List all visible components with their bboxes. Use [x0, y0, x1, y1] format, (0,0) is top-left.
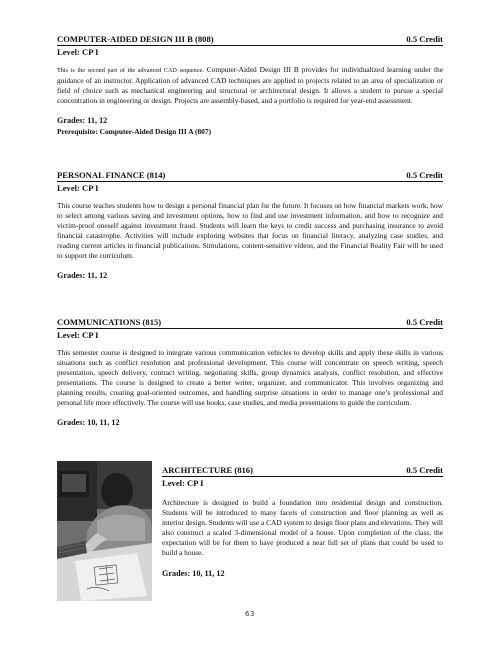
- course-title: ARCHITECTURE (816): [162, 465, 253, 475]
- course-description-intro: This is the second part of the advanced CAD sequence.: [57, 67, 204, 74]
- course-cad-808: [57, 34, 443, 136]
- course-level: Level: CP I: [162, 478, 204, 488]
- course-title: COMPUTER-AIDED DESIGN III B (808): [57, 34, 214, 44]
- course-header: [162, 465, 443, 477]
- course-title: PERSONAL FINANCE (814): [57, 170, 166, 180]
- course-level: Level: CP I: [57, 47, 99, 57]
- course-description: Architecture is designed to build a foundation into residential design and construction. Students will be introduced to many facets of construction and floor planning as well as interior design. Students will use a CAD system to design floor plans and elevations. They will also construct a scaled 3-dimensional model of a house. Upon completion of the class, the expectation will be for them to have produced a near full set of plans that could be used to build a house.: [162, 498, 443, 558]
- course-communications-815: [57, 317, 443, 428]
- course-title: COMMUNICATIONS (815): [57, 317, 162, 327]
- page-number: 63: [245, 610, 255, 618]
- course-grades: Grades: 11, 12: [57, 271, 108, 281]
- course-header: [57, 317, 443, 329]
- course-personal-finance-814: [57, 170, 443, 281]
- course-architecture-816: [162, 465, 443, 579]
- course-credit: 0.5 Credit: [406, 170, 443, 180]
- course-grades: Grades: 11, 12: [57, 116, 108, 126]
- course-grades: Grades: 10, 11, 12: [57, 418, 120, 428]
- course-header: [57, 170, 443, 182]
- course-credit: 0.5 Credit: [406, 465, 443, 475]
- course-description: This course teaches students how to design a personal financial plan for the future. It focuses on how financial markets work, how to select among various saving and investment options, how to find and use investment information, and how to recognize and victim-proof oneself against investment fraud. Students will learn the keys to credit success and purchasing insurance to avoid financial catastrophe. Activities will include exploring websites that focus on financial literacy, analyzing case studies, and reading current articles in financial publications. Simulations, content-sensitive videos, and the Financial Reality Fair will be used to support the curriculum.: [57, 201, 443, 261]
- course-credit: 0.5 Credit: [406, 317, 443, 327]
- course-description-body: Computer-Aided Design III B provides for individualized learning under the guidance of an instructor. Application of advanced CAD techniques are applied to projects related to an area of specialization or field of choice such as mechanical engineering and structural or architectural design. It allows a student to pursue a special concentration in engineering or design. Projects are assembly-based, and a portfolio is required for year-end assessment.: [57, 65, 443, 106]
- course-credit: 0.5 Credit: [406, 34, 443, 44]
- course-grades: Grades: 10, 11, 12: [162, 569, 225, 579]
- architecture-photo: [57, 461, 152, 601]
- course-description: This semester course is designed to integrate various communication vehicles to develop skills and apply these skills in various situations such as conflict resolution and professional development. This course will concentrate on speech writing, speech presentation, speech delivery, contract writing, negotiating skills, group dynamics analysis, conflict resolution, and effective presentations. The course is designed to create a better writer, organizer, and communicator. This involves organizing and planning results, creating goal-oriented outcomes, and handling surprise situations in order to manage one’s professional and personal life more effectively. The course will use books, case studies, and media presentations to guide the curriculum.: [57, 348, 443, 408]
- course-description: [57, 65, 443, 106]
- course-level: Level: CP I: [57, 330, 99, 340]
- course-prerequisite: Prerequisite: Computer-Aided Design III A (807): [57, 127, 212, 137]
- course-header: [57, 34, 443, 46]
- course-level: Level: CP I: [57, 183, 99, 193]
